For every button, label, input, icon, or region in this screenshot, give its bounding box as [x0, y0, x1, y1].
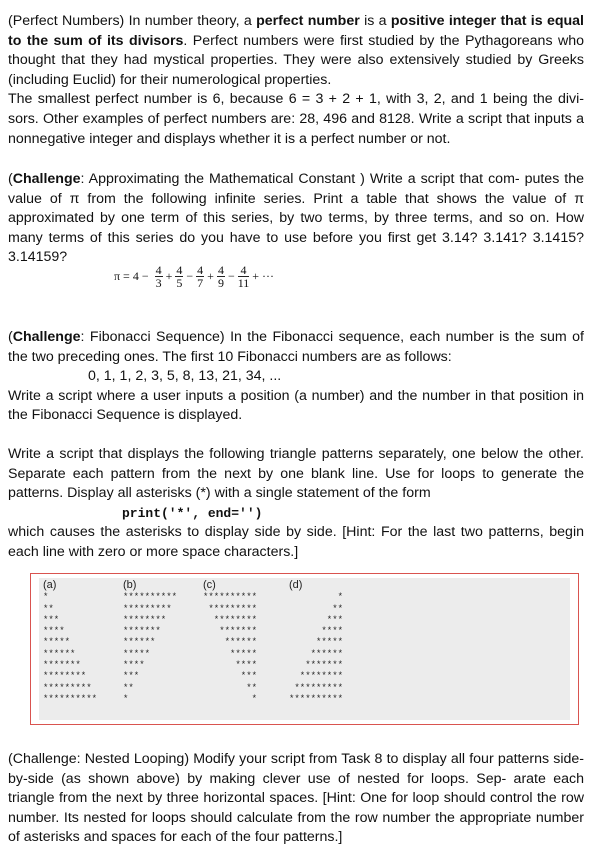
perfect-mid: is a: [359, 13, 391, 29]
fraction-denominator: 11: [237, 276, 250, 290]
perfect-rest: . Perfect numbers were first studied by the Pythagoreans who thought that they had mystical properties. They were also extensively studied by Greeks (including Euclid) for their numerological properties.: [8, 32, 584, 88]
pi-section: [8, 170, 584, 268]
perfect-bold-term: perfect number: [256, 13, 360, 29]
fraction-denominator: 5: [176, 276, 183, 290]
formula-fraction: [238, 264, 250, 289]
pattern-b: [123, 580, 177, 705]
formula-terms: [154, 263, 276, 290]
pattern-box: [30, 573, 579, 725]
pattern-box-inner: [39, 578, 570, 720]
pattern-b-label: (b): [123, 579, 137, 591]
pattern-d-label: (d): [289, 579, 303, 591]
fraction-numerator: 4: [197, 263, 204, 277]
formula-lhs: π = 4 −: [114, 269, 149, 283]
perfect-paragraph-2: The smallest perfect number is 6, because 6 = 3 + 2 + 1, with 3, 2, and 1 being the divi- sors. Other examples of perfect numbers are: 28, 496 and 8128. Write a script that inputs a nonnegative integer and displays whether it is a perfect number or not.: [8, 91, 584, 147]
fraction-denominator: 9: [217, 276, 224, 290]
pi-formula: [112, 264, 332, 304]
formula-fraction: [196, 264, 204, 289]
perfect-intro: (Perfect Numbers) In number theory, a: [8, 13, 257, 29]
pattern-c: [203, 580, 257, 705]
pattern-d: [289, 580, 343, 705]
pi-paragraph: [8, 170, 584, 268]
pi-open: (: [8, 171, 13, 187]
pi-text: : Approximating the Mathematical Constant ) Write a script that com- putes the value of π from the following infinite series. Print a table that shows the value of π approximated by one term of this series, by two terms, by three terms, and so on. How many terms of this series do you have to use before you first get 3.14? 3.141? 3.1415? 3.14159?: [8, 171, 584, 266]
fraction-numerator: 4: [217, 263, 224, 277]
code-snippet: print('*', end=''): [122, 505, 263, 521]
formula-fraction: [155, 264, 163, 289]
pattern-a-stars: * ** *** **** ***** ****** ******* ******** ********* **********: [43, 592, 98, 704]
nested-section: [8, 750, 584, 848]
fib-sequence: 0, 1, 1, 2, 3, 5, 8, 13, 21, 34, ...: [88, 368, 282, 385]
nested-paragraph: (Challenge: Nested Looping) Modify your script from Task 8 to display all four patterns side-by-side (as shown above) by making clever use of nested for loops. Sep- arate each triangle from the next by three horizontal spaces. [Hint: One for loop should control the row number. Its nested for loops should calculate from the row number the appropriate number of asterisks and spaces for each of the four patterns.]: [8, 751, 584, 846]
pattern-a-label: (a): [43, 579, 57, 591]
fraction-numerator: 4: [155, 263, 162, 277]
fraction-numerator: 4: [176, 263, 183, 277]
fib-bold: Challenge: [12, 329, 81, 345]
triangle-code-line: [8, 504, 584, 524]
fib-open: (: [8, 329, 13, 345]
fraction-denominator: 3: [155, 276, 162, 290]
pattern-c-label: (c): [203, 579, 216, 591]
formula-operator: +: [165, 269, 173, 283]
fibonacci-section: [8, 328, 584, 426]
fib-text: : Fibonacci Sequence) In the Fibonacci sequence, each number is the sum of the two preceding ones. The first 10 Fibonacci numbers are as follows:: [8, 329, 584, 365]
fib-after: Write a script where a user inputs a position (a number) and the number in that position in the Fibonacci Sequence is displayed.: [8, 387, 584, 424]
pi-bold: Challenge: [12, 171, 81, 187]
pattern-c-stars: ********** ********* ******** ******* ****** ***** **** *** ** *: [203, 592, 258, 704]
fraction-denominator: 7: [197, 276, 204, 290]
formula-operator: + ···: [252, 269, 275, 283]
fib-paragraph: [8, 328, 584, 367]
formula-fraction: [217, 264, 225, 289]
triangle-text-1: Write a script that displays the following triangle patterns separately, one below the other. Separate each pattern from the next by one blank line. Use for loops to generate the patterns. Display all asterisks (*) with a single statement of the form: [8, 446, 584, 502]
formula-operator: −: [186, 269, 194, 283]
formula-fraction: [175, 264, 183, 289]
triangle-section: [8, 445, 584, 563]
perfect-paragraph-1: [8, 12, 584, 90]
pattern-b-stars: ********** ********* ******** ******* ****** ***** **** *** ** *: [123, 592, 178, 704]
perfect-numbers-section: [8, 12, 584, 149]
pattern-d-stars: * ** *** **** ***** ****** ******* ******** ********* **********: [289, 592, 344, 704]
formula-operator: −: [227, 269, 235, 283]
perfect-bold-definition: positive integer that is equal to the sum of its divisors: [8, 13, 584, 49]
fraction-numerator: 4: [238, 264, 250, 277]
pattern-a: [43, 580, 97, 705]
triangle-text-2: which causes the asterisks to display side by side. [Hint: For the last two patterns, begin each line with zero or more space characters.]: [8, 524, 584, 560]
formula-operator: +: [207, 269, 214, 283]
